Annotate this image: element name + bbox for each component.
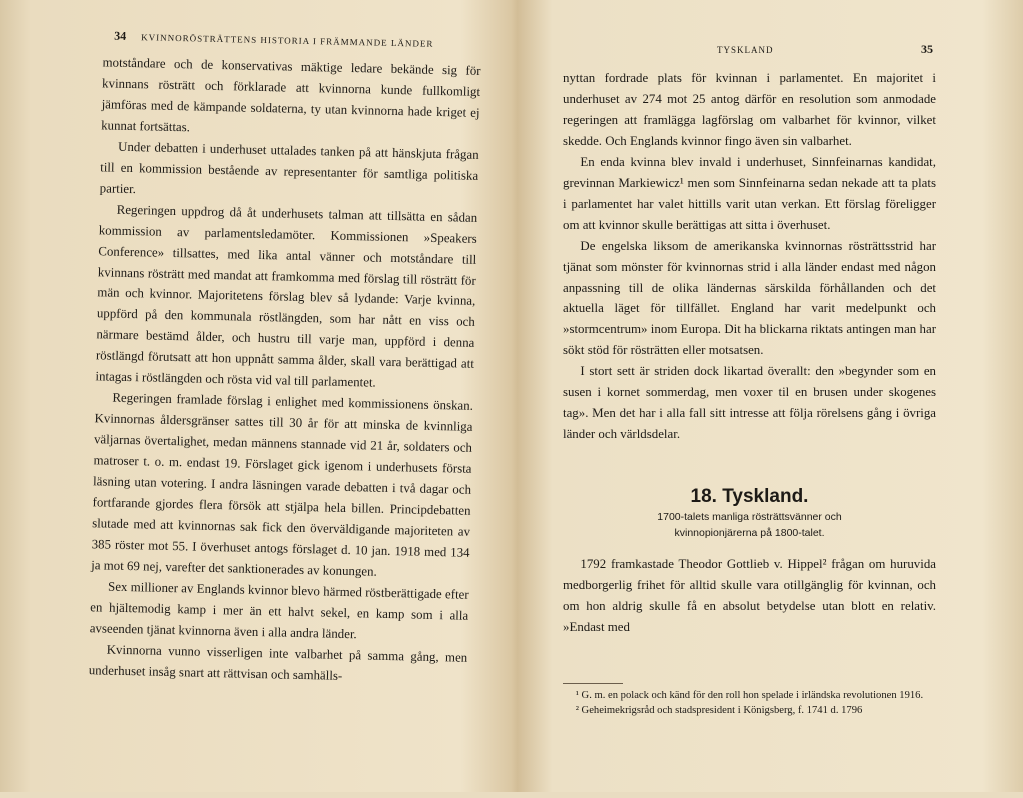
right-page xyxy=(516,0,1023,792)
page-number: 34 xyxy=(114,28,127,43)
paragraph: I stort sett är striden dock likartad överallt: den »begynder som en susen i kornet sommerdag, men voxer til en brusen under skogenes tag». Men det har i alla fall sitt intresse att följa rörelsens gång i övriga länder och världsdelar. xyxy=(563,364,936,442)
paragraph: motståndare och de konservativas mäktige ledare bekände sig för kvinnans rösträtt och förklarade att kvinnorna kunde fullkomligt jämföras med de kämpande soldaterna, ty utan kvinnorna hade kriget ej kunnat fortsättas. xyxy=(101,55,481,135)
running-head: KVINNORÖSTRÄTTENS HISTORIA I FRÄMMANDE LÄNDER xyxy=(141,32,434,49)
paragraph: Under debatten i underhuset uttalades tanken på att hänskjuta frågan till en kommission bestående av representanter för samtliga politiska partier. xyxy=(99,139,479,196)
section-heading xyxy=(563,487,936,540)
footnotes xyxy=(563,688,936,718)
paragraph: 1792 framkastade Theodor Gottlieb v. Hippel² frågan om huruvida medborgerlig frihet för alltid skulle vara otillgänglig för kvinnan, och om hon aldrig skulle få en absolut betydelse utan blott en relativ. »Endast med xyxy=(563,557,936,634)
running-head: TYSKLAND xyxy=(717,45,774,55)
paragraph: Kvinnorna vunno visserligen inte valbarhet på samma gång, men underhuset insåg snart att rättvisan och samhälls- xyxy=(88,642,468,683)
section-subtitle: kvinnopionjärerna på 1800-talet. xyxy=(674,527,825,540)
left-body-text xyxy=(89,52,481,689)
paragraph: De engelska liksom de amerikanska kvinnornas rösträttsstrid har tjänat som mönster för kvinnornas strid i alla länder endast med någon anpassning till de olika ländernas särskilda förhållanden och det aktuella läget för tillfället. England har varit medelpunkt och »stormcentrum» inom Europa. Dit ha blickarna riktats antingen man har sökt stöd för rösträtten eller motsatsen. xyxy=(563,238,936,358)
section-title: 18. Tyskland. xyxy=(690,486,809,508)
paragraph: Sex millioner av Englands kvinnor blevo härmed röstberättigade efter en hjältemodig kamp i mer än ett halvt sekel, en kamp som i alla avseenden tjänat kvinnorna även i alla andra länder. xyxy=(89,579,469,641)
paragraph: Regeringen uppdrog då åt underhusets talman att tillsätta en sådan kommission av parlamentsledamöter. Kommissionen »Speakers Conference» tillsattes, med lika antal vänner och motståndare till kvinnans rösträtt med mandat att framkomma med förslag till rösträtt för män och kvinnor. Majoritetens förslag blev så lydande: Varje kvinna, uppförd på den kommunala röstlängden, som har nått en viss och närmare bestämd ålder, och hustru till varje man, uppförd i denna röstlängd förutsatt att hon uppnått samma ålder, skall vara berättigad att intagas i röstlängden och rösta vid val till parlamentet. xyxy=(95,202,478,390)
footnote: ¹ G. m. en polack och känd för den roll hon spelade i irländska revolutionen 1916. xyxy=(575,690,924,701)
footnote: ² Geheimekrigsråd och stadspresident i Königsberg, f. 1741 d. 1796 xyxy=(575,705,863,716)
section-subtitle: 1700-talets manliga rösträttsvänner och xyxy=(657,511,842,524)
footnote-rule xyxy=(563,683,623,684)
paragraph: nyttan fordrade plats för kvinnan i parlamentet. En majoritet i underhuset av 274 mot 25 antog därför en resolution som anmodade regeringen att framlägga lagförslag om valbarhet för kvinnor, vilket skedde. Och Englands kvinnor fingo även sin valbarhet. xyxy=(563,71,936,148)
paragraph: Regeringen framlade förslag i enlighet med kommissionens önskan. Kvinnornas åldersgränser sattes till 30 år för att minska de kvinnliga väljarnas övertalighet, medan männens stannade vid 21 år, soldaters och matroser t. o. m. endast 19. Förslaget gick igenom i underhusets första läsning utan votering. I andra läsningen varade debatten i två dagar och fortfarande gjordes flera försök att stjälpa hela billen. Principdebatten slutade med att kvinnornas sak fick den överväldigande majoriteten av 385 röster mot 55. I överhuset antogs förslaget d. 10 jan. 1918 med 134 ja mot 69 nej, varefter det sanktionerades av konungen. xyxy=(91,390,474,579)
paragraph: En enda kvinna blev invald i underhuset, Sinnfeinarnas kandidat, grevinnan Markiewicz¹ men som Sinnfeinarna sedan nekade att ta plats i parlamentet har valet hittills varit utan verkan. Ett förslag föreligger om att kvinnor skulle berättigas att sitta i överhuset. xyxy=(563,154,936,232)
right-body-text xyxy=(563,68,936,638)
page-number: 35 xyxy=(921,42,933,56)
